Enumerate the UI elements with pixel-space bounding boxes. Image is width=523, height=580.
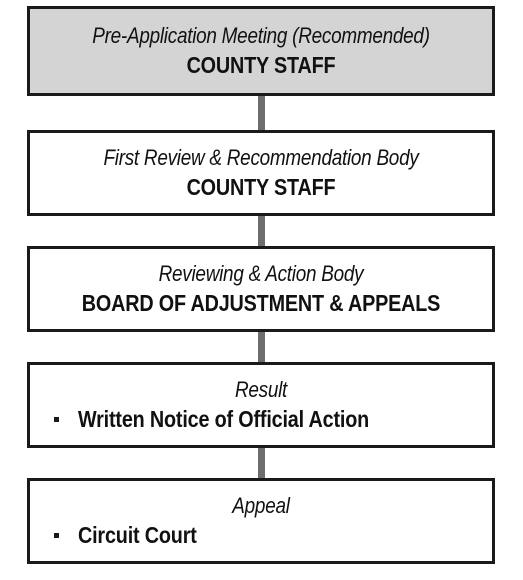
step-result <box>27 362 495 448</box>
flow-connector <box>258 96 265 130</box>
step-reviewing-action <box>27 246 495 332</box>
bullet-icon <box>54 533 59 538</box>
flow-connector <box>258 216 265 246</box>
step-body: BOARD OF ADJUSTMENT & APPEALS <box>81 290 441 316</box>
bullet-icon <box>54 417 59 422</box>
step-body: COUNTY STAFF <box>186 52 336 78</box>
step-body: COUNTY STAFF <box>186 174 336 200</box>
step-heading: Reviewing & Action Body <box>158 261 364 286</box>
step-heading: Result <box>234 377 288 402</box>
list-item-label: Written Notice of Official Action <box>78 406 370 432</box>
list-item <box>30 404 492 434</box>
flow-connector <box>258 332 265 362</box>
step-heading: First Review & Recommendation Body <box>103 145 419 170</box>
list-item-label: Circuit Court <box>78 522 197 548</box>
step-appeal <box>27 478 495 564</box>
step-heading: Appeal <box>232 493 290 518</box>
step-first-review <box>27 130 495 216</box>
flow-connector <box>258 448 265 478</box>
list-item <box>30 520 492 550</box>
step-heading: Pre-Application Meeting (Recommended) <box>92 23 430 48</box>
step-pre-application-meeting <box>27 6 495 96</box>
